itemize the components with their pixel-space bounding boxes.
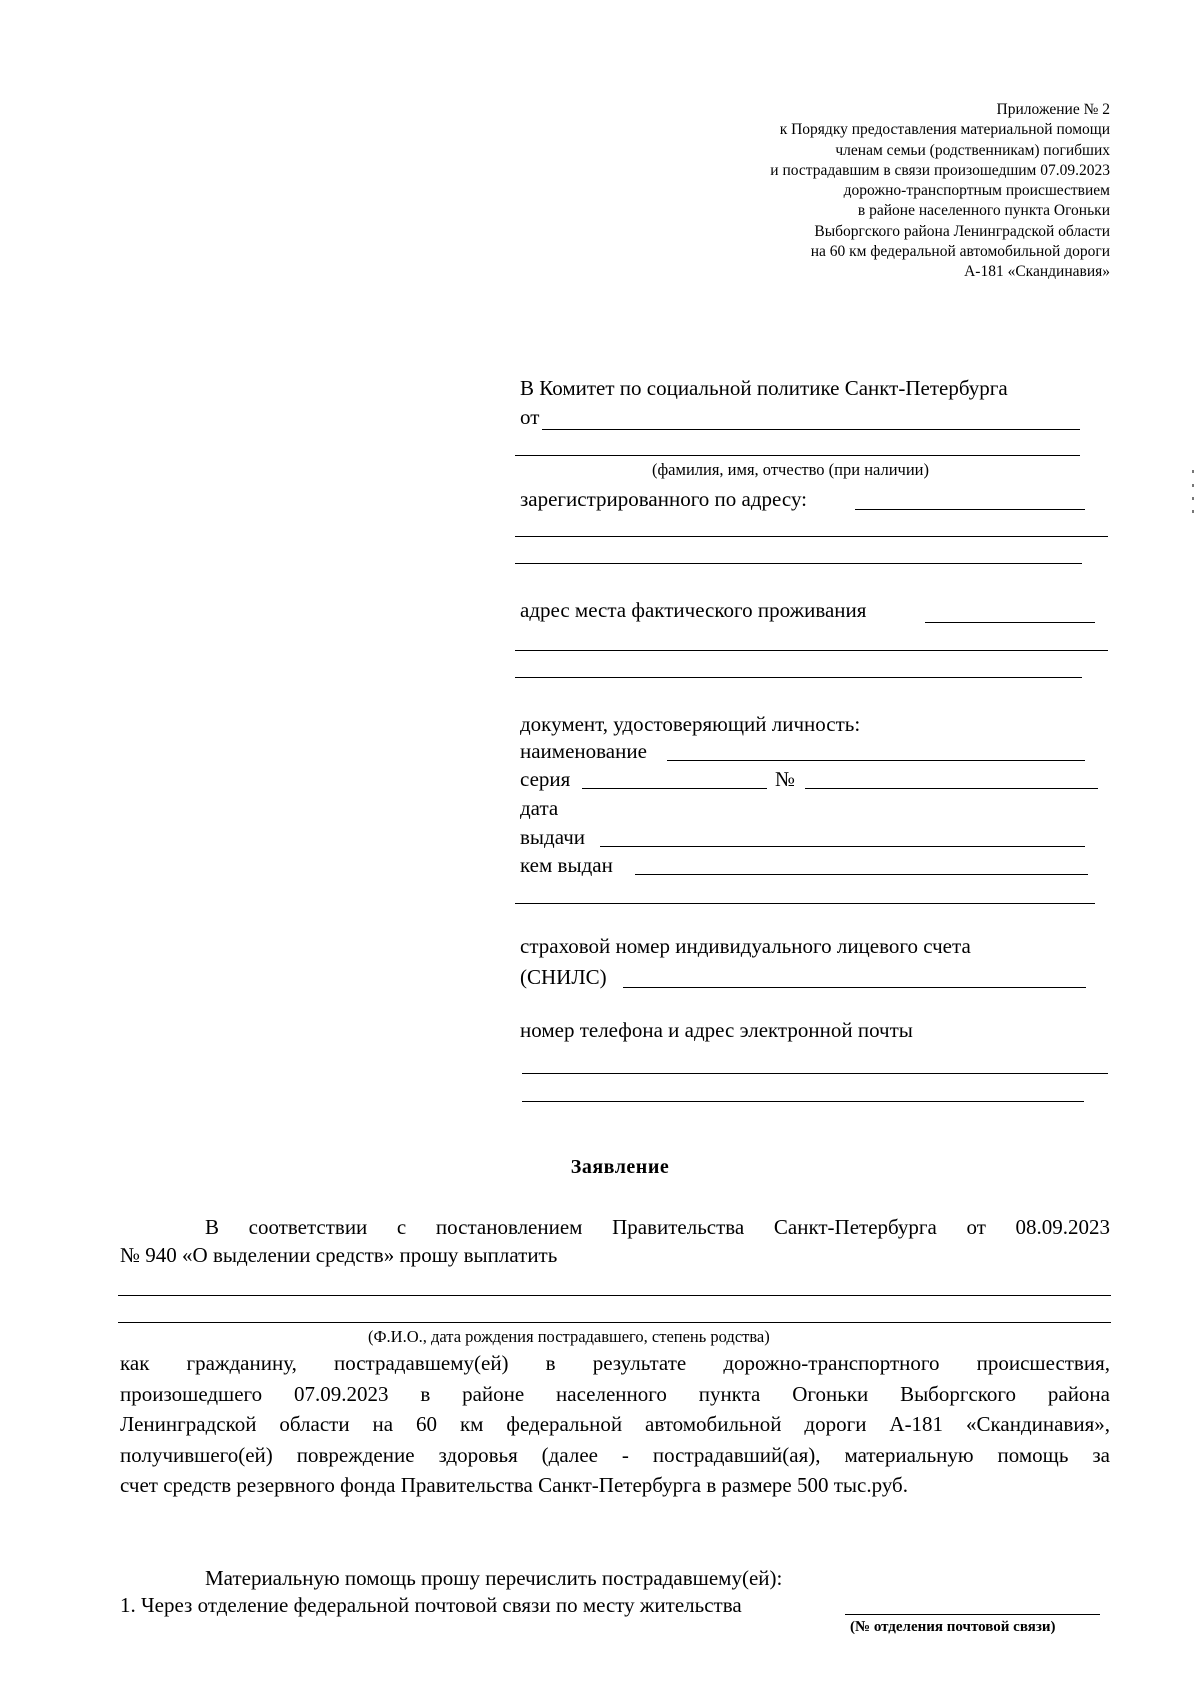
contacts-line-2[interactable] [522,1101,1084,1102]
registered-address-line[interactable] [855,509,1085,510]
registered-address-line-2[interactable] [515,536,1108,537]
issue-date-label: дата [520,796,559,820]
snils-line[interactable] [623,987,1086,988]
snils-label: страховой номер индивидуального лицевого счета [520,934,971,958]
body-line: Ленинградской области на 60 км федеральной автомобильной дороги А-181 «Скандинавия», [120,1412,1110,1436]
intro-line: В соответствии с постановлением Правительства Санкт-Петербурга от 08.09.2023 [205,1215,1110,1239]
statement-intro [120,1213,1110,1270]
actual-address-line-2[interactable] [515,650,1108,651]
victim-caption: (Ф.И.О., дата рождения пострадавшего, степень родства) [368,1327,770,1346]
appendix-line: Выборгского района Ленинградской области [814,222,1110,240]
victim-line[interactable] [118,1295,1111,1296]
from-name-line-2[interactable] [515,455,1080,456]
issued-by-line[interactable] [635,874,1088,875]
addressee-title: В Комитет по социальной политике Санкт-Петербурга [520,376,1008,400]
number-label: № [775,767,796,791]
actual-address-line[interactable] [925,622,1095,623]
snils-label-2: (СНИЛС) [520,965,607,989]
appendix-header [550,100,1110,283]
scan-mark [1192,470,1194,473]
appendix-line: к Порядку предоставления материальной помощи [779,121,1110,139]
appendix-line: членам семьи (родственникам) погибших [835,141,1110,159]
appendix-line: в районе населенного пункта Огоньки [857,202,1110,220]
id-doc-label: документ, удостоверяющий личность: [520,712,861,736]
issued-by-label: кем выдан [520,853,613,877]
transfer-intro: Материальную помощь прошу перечислить пострадавшему(ей): [205,1566,783,1590]
issue-date-line[interactable] [600,846,1085,847]
issue-date-label-2: выдачи [520,825,585,849]
scan-mark [1192,510,1194,513]
series-label: серия [520,767,571,791]
issued-by-line-2[interactable] [515,903,1095,904]
number-line[interactable] [805,788,1098,789]
id-doc-name-line[interactable] [667,760,1085,761]
victim-line-2[interactable] [118,1322,1111,1323]
from-name-line[interactable] [542,429,1080,430]
contacts-line[interactable] [522,1073,1108,1074]
body-line: получившего(ей) повреждение здоровья (далее - пострадавший(ая), материальную помощь за [120,1442,1110,1467]
registered-address-line-3[interactable] [515,563,1082,564]
statement-title: Заявление [570,1156,670,1178]
appendix-line: А-181 «Скандинавия» [964,263,1110,281]
registered-address-label: зарегистрированного по адресу: [520,487,807,511]
appendix-line: и пострадавшим в связи произошедшим 07.09.2023 [770,161,1110,179]
actual-address-label: адрес места фактического проживания [520,598,867,622]
from-label: от [520,405,540,429]
body-line: как гражданину, пострадавшему(ей) в результате дорожно-транспортного происшествия, [120,1351,1110,1375]
scan-mark [1192,497,1194,500]
intro-line: № 940 «О выделении средств» прошу выплатить [120,1243,558,1268]
contacts-label: номер телефона и адрес электронной почты [520,1018,913,1042]
postal-caption: (№ отделения почтовой связи) [850,1619,1056,1635]
actual-address-line-3[interactable] [515,677,1082,678]
scan-mark [1192,484,1194,487]
appendix-line: Приложение № 2 [996,101,1110,118]
appendix-line: дорожно-транспортным происшествием [843,182,1110,200]
statement-body [120,1348,1110,1501]
option-1-label: 1. Через отделение федеральной почтовой связи по месту жительства [120,1593,742,1617]
appendix-line: на 60 км федеральной автомобильной дороги [810,243,1110,261]
name-caption: (фамилия, имя, отчество (при наличии) [652,460,930,479]
postal-office-line[interactable] [845,1614,1100,1615]
body-line: произошедшего 07.09.2023 в районе населенного пункта Огоньки Выборгского района [120,1381,1110,1406]
body-line: счет средств резервного фонда Правительства Санкт-Петербурга в размере 500 тыс.руб. [120,1473,908,1497]
series-line[interactable] [582,788,767,789]
id-doc-name-label: наименование [520,739,647,763]
